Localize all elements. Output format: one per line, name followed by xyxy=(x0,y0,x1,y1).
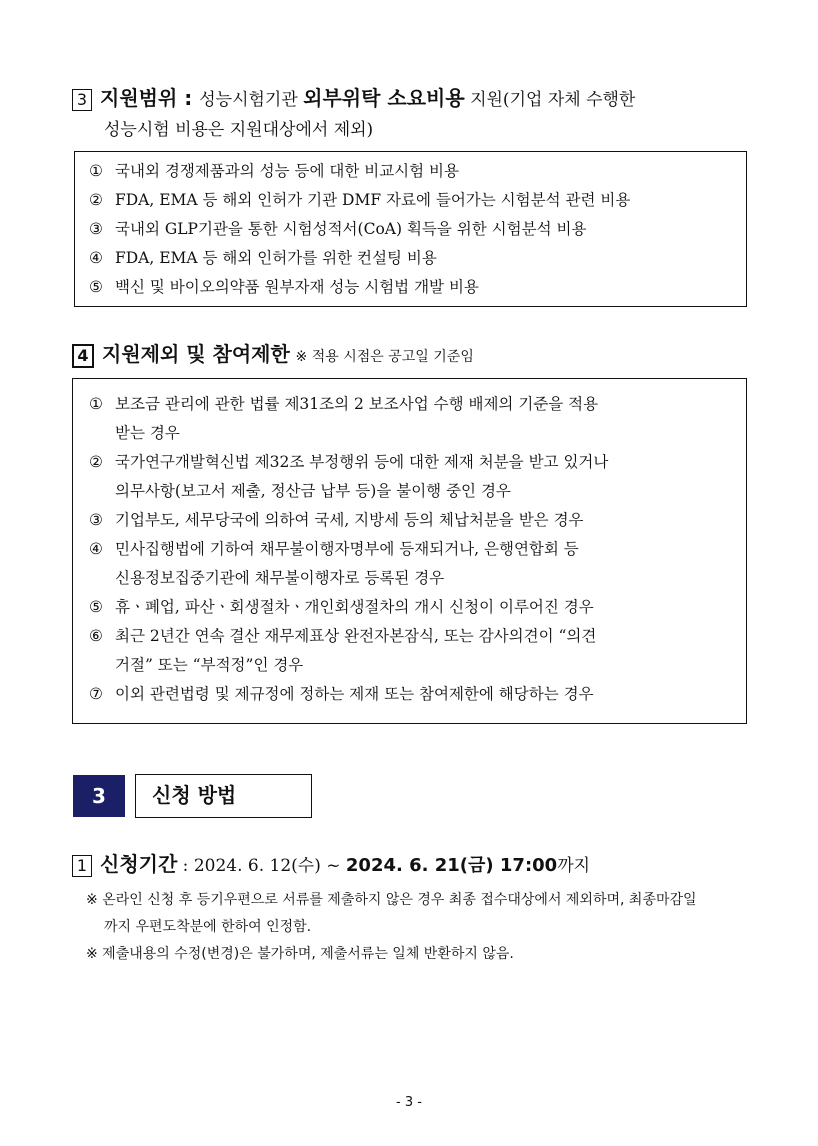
item-text: 기업부도, 세무당국에 의하여 국세, 지방세 등의 체납처분을 받은 경우 xyxy=(115,511,584,529)
period-note-line: 까지 우편도착분에 한하여 인정함. xyxy=(104,919,312,935)
application-period-end: 2024. 6. 21(금) 17:00 xyxy=(345,855,558,876)
exclusion-list xyxy=(89,390,608,709)
item-marker: ⑤ xyxy=(89,278,103,296)
exclusion-item xyxy=(89,390,608,419)
item-text: 민사집행법에 기하여 채무불이행자명부에 등재되거나, 은행연합회 등 xyxy=(115,540,579,558)
support-scope-desc-line2: 성능시험 비용은 지원대상에서 제외) xyxy=(104,120,374,140)
support-scope-item xyxy=(89,273,630,302)
support-scope-item xyxy=(89,157,630,186)
period-note-line: ※ 온라인 신청 후 등기우편으로 서류를 제출하지 않은 경우 최종 접수대상에서 제외하며, 최종마감일 xyxy=(86,892,697,908)
section-number-box: 4 xyxy=(72,344,94,368)
exclusion-box xyxy=(72,378,747,724)
item-text: 보조금 관리에 관한 법률 제31조의 2 보조사업 수행 배제의 기준을 적용 xyxy=(115,395,599,413)
exclusion-item xyxy=(89,535,608,564)
exclusion-item xyxy=(89,680,608,709)
application-period-notes xyxy=(86,887,697,968)
support-scope-box xyxy=(74,151,747,307)
item-text: FDA, EMA 등 해외 인허가 기관 DMF 자료에 들어가는 시험분석 관련 비용 xyxy=(115,191,631,209)
item-marker: ② xyxy=(89,191,103,209)
support-scope-item xyxy=(89,244,630,273)
item-marker: ① xyxy=(89,395,103,413)
support-scope-highlight: 외부위탁 소요비용 xyxy=(303,86,465,110)
chapter-number-badge: 3 xyxy=(73,775,125,817)
item-text: 최근 2년간 연속 결산 재무제표상 완전자본잠식, 또는 감사의견이 “의견 xyxy=(115,627,597,645)
item-marker: ③ xyxy=(89,220,103,238)
section-number-box: 3 xyxy=(72,89,92,111)
item-text: 거절” 또는 “부적정”인 경우 xyxy=(115,656,304,674)
section-number-box: 1 xyxy=(72,855,92,877)
exclusion-item-continuation xyxy=(89,651,608,680)
support-scope-item xyxy=(89,186,630,215)
item-marker: ⑤ xyxy=(89,598,103,616)
item-text: 백신 및 바이오의약품 원부자재 성능 시험법 개발 비용 xyxy=(115,278,479,296)
exclusion-title: 지원제외 및 참여제한 xyxy=(102,342,290,366)
application-period-heading: 1 신청기간 : 2024. 6. 12(수) ~ 2024. 6. 21(금) 17:00까지 xyxy=(72,850,590,880)
support-scope-title: 지원범위 xyxy=(100,86,178,110)
item-text: 의무사항(보고서 제출, 정산금 납부 등)을 불이행 중인 경우 xyxy=(115,482,511,500)
application-period-start: 2024. 6. 12(수) ~ xyxy=(193,856,346,876)
exclusion-item xyxy=(89,448,608,477)
exclusion-item xyxy=(89,506,608,535)
period-note-line: ※ 제출내용의 수정(변경)은 불가하며, 제출서류는 일체 반환하지 않음. xyxy=(86,946,514,962)
support-scope-item xyxy=(89,215,630,244)
page-number: - 3 - xyxy=(396,1095,422,1110)
exclusion-item-continuation xyxy=(89,477,608,506)
item-marker: ④ xyxy=(89,540,103,558)
exclusion-item xyxy=(89,593,608,622)
item-text: 신용정보집중기관에 채무불이행자로 등록된 경우 xyxy=(115,569,445,587)
item-marker: ③ xyxy=(89,511,103,529)
item-text: 받는 경우 xyxy=(115,424,180,442)
item-text: FDA, EMA 등 해외 인허가를 위한 컨설팅 비용 xyxy=(115,249,437,267)
exclusion-heading xyxy=(72,340,474,371)
item-text: 이외 관련법령 및 제규정에 정하는 제재 또는 참여제한에 해당하는 경우 xyxy=(115,685,594,703)
item-text: 국가연구개발혁신법 제32조 부정행위 등에 대한 제재 처분을 받고 있거나 xyxy=(115,453,609,471)
exclusion-note: ※ 적용 시점은 공고일 기준임 xyxy=(295,349,474,365)
item-marker: ① xyxy=(89,162,103,180)
item-marker: ② xyxy=(89,453,103,471)
item-text: 국내외 GLP기관을 통한 시험성적서(CoA) 획득을 위한 시험분석 비용 xyxy=(115,220,587,238)
application-period-title: 신청기간 xyxy=(100,852,178,876)
exclusion-item xyxy=(89,622,608,651)
support-scope-heading: 3 지원범위 : 성능시험기관 외부위탁 소요비용 지원(기업 자체 수행한 xyxy=(72,84,635,114)
support-scope-list xyxy=(89,157,630,302)
item-text: 국내외 경쟁제품과의 성능 등에 대한 비교시험 비용 xyxy=(115,162,459,180)
chapter-title: 신청 방법 xyxy=(135,774,312,818)
exclusion-item-continuation xyxy=(89,564,608,593)
exclusion-item-continuation xyxy=(89,419,608,448)
item-text: 휴ㆍ폐업, 파산ㆍ회생절차ㆍ개인회생절차의 개시 신청이 이루어진 경우 xyxy=(115,598,594,616)
item-marker: ④ xyxy=(89,249,103,267)
item-marker: ⑥ xyxy=(89,627,103,645)
item-marker: ⑦ xyxy=(89,685,103,703)
